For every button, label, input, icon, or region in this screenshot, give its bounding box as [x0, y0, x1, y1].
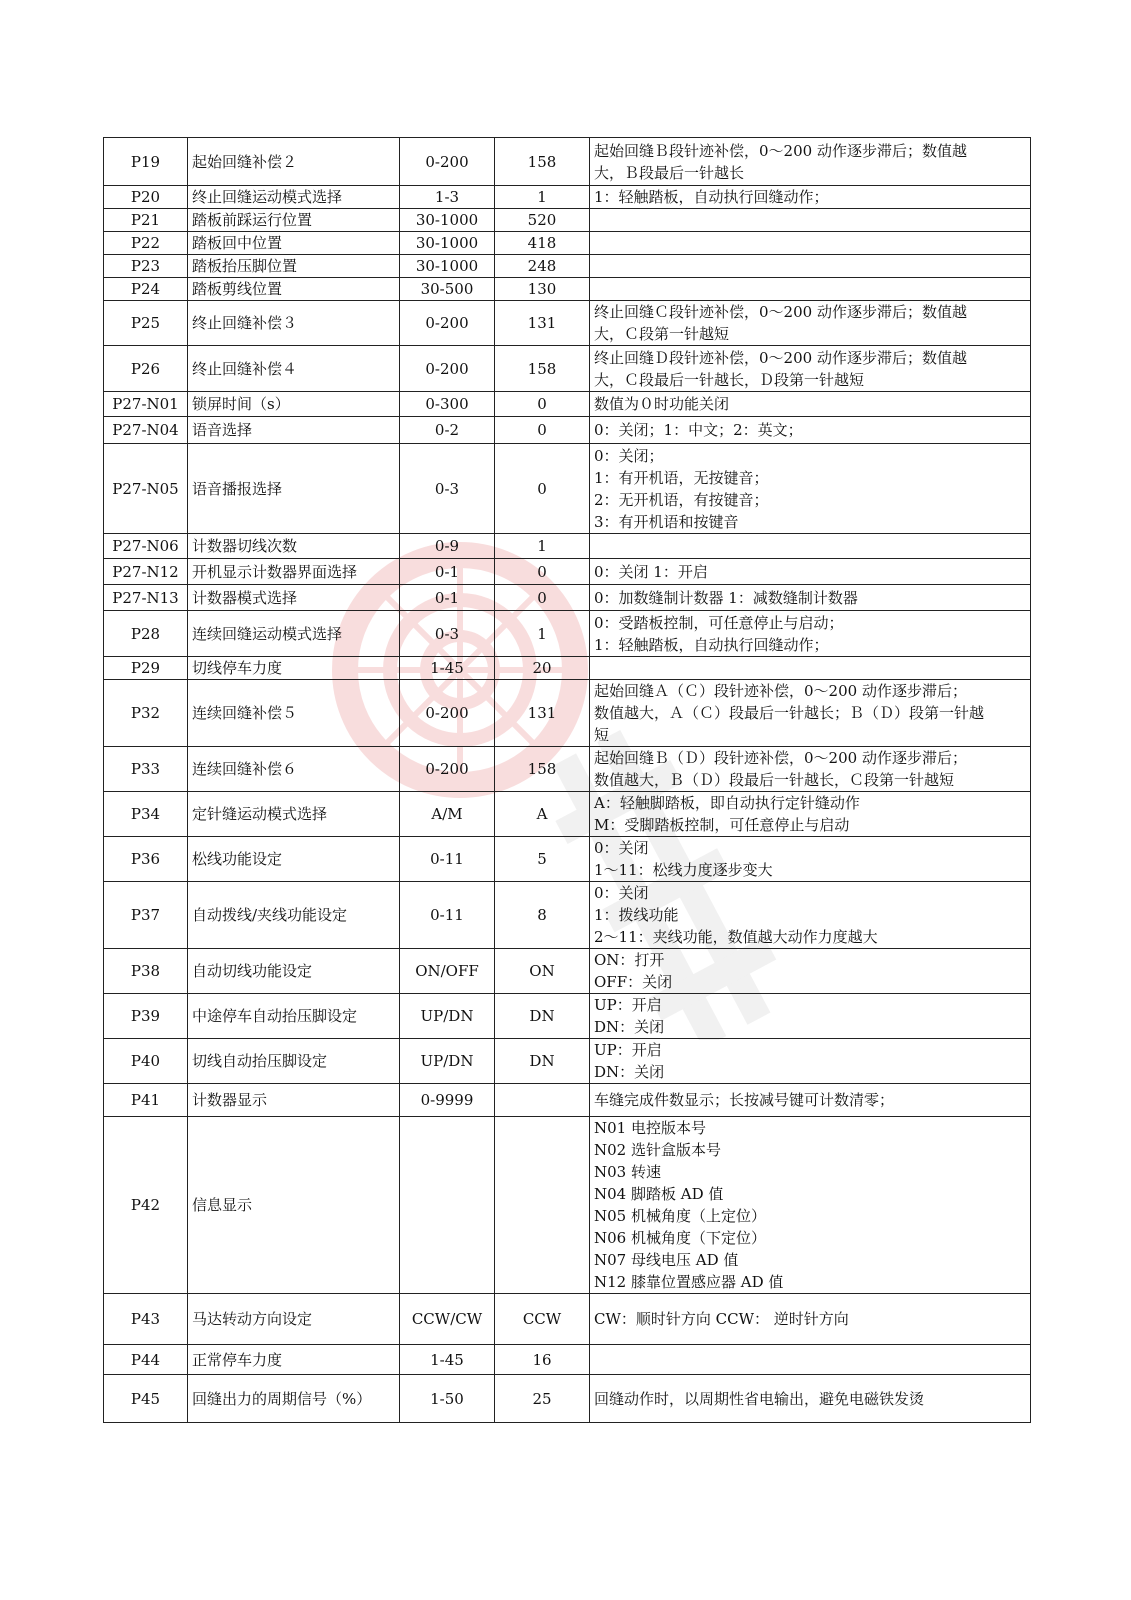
description-line: N01 电控版本号	[594, 1119, 706, 1137]
param-description	[590, 1084, 1031, 1117]
param-default: 158	[495, 747, 590, 792]
param-range: 30-1000	[400, 209, 495, 232]
param-name: 计数器显示	[188, 1084, 400, 1117]
description-line: ON：打开	[594, 951, 665, 969]
param-default	[495, 1117, 590, 1294]
param-code: P28	[104, 611, 188, 657]
table-row	[104, 949, 1031, 994]
param-range: 1-45	[400, 1345, 495, 1375]
table-row	[104, 278, 1031, 301]
table-row	[104, 1294, 1031, 1345]
description-line: 0：关闭	[594, 839, 649, 857]
param-description	[590, 837, 1031, 882]
param-default: 158	[495, 138, 590, 186]
table-row	[104, 792, 1031, 837]
param-code: P39	[104, 994, 188, 1039]
description-line: 2～11：夹线功能，数值越大动作力度越大	[594, 928, 878, 946]
param-name: 连续回缝运动模式选择	[188, 611, 400, 657]
param-name: 计数器模式选择	[188, 585, 400, 611]
description-line: 1：轻触踏板，自动执行回缝动作；	[594, 635, 829, 654]
param-range: UP/DN	[400, 1039, 495, 1084]
param-range: 30-1000	[400, 232, 495, 255]
param-default: 0	[495, 585, 590, 611]
param-name: 信息显示	[188, 1117, 400, 1294]
param-range: 0-200	[400, 138, 495, 186]
description-line: DN：关闭	[594, 1018, 665, 1036]
param-default: CCW	[495, 1294, 590, 1345]
table-row	[104, 232, 1031, 255]
table-row	[104, 1375, 1031, 1423]
description-line: 0：关闭；1：中文；2：英文；	[594, 421, 803, 439]
param-code: P24	[104, 278, 188, 301]
param-default: 1	[495, 186, 590, 209]
param-description	[590, 792, 1031, 837]
description-line: 1～11：松线力度逐步变大	[594, 861, 773, 879]
description-line: 起始回缝Ａ（Ｃ）段针迹补偿，0～200 动作逐步滞后；	[594, 682, 967, 700]
param-code: P45	[104, 1375, 188, 1423]
description-line: 0：关闭；	[594, 446, 664, 465]
description-line: 1：有开机语，无按键音；	[594, 468, 769, 487]
param-range: 30-500	[400, 278, 495, 301]
param-name: 终止回缝补偿３	[188, 301, 400, 346]
param-range: 0-200	[400, 346, 495, 392]
table-row	[104, 1039, 1031, 1084]
param-description	[590, 232, 1031, 255]
param-description	[590, 994, 1031, 1039]
param-name: 踏板剪线位置	[188, 278, 400, 301]
param-name: 终止回缝补偿４	[188, 346, 400, 392]
param-code: P27-N13	[104, 585, 188, 611]
param-default: 16	[495, 1345, 590, 1375]
param-default: 5	[495, 837, 590, 882]
param-description	[590, 534, 1031, 559]
param-name: 连续回缝补偿５	[188, 680, 400, 747]
description-line: M：受脚踏板控制，可任意停止与启动	[594, 816, 850, 834]
param-range: 0-9	[400, 534, 495, 559]
param-code: P43	[104, 1294, 188, 1345]
param-code: P38	[104, 949, 188, 994]
param-name: 马达转动方向设定	[188, 1294, 400, 1345]
param-range: 1-50	[400, 1375, 495, 1423]
description-line: DN：关闭	[594, 1063, 665, 1081]
description-line: 0：关闭 1：开启	[594, 562, 708, 581]
param-name: 起始回缝补偿２	[188, 138, 400, 186]
table-row	[104, 301, 1031, 346]
description-line: N06 机械角度（下定位）	[594, 1229, 766, 1247]
table-row	[104, 657, 1031, 680]
param-name: 踏板抬压脚位置	[188, 255, 400, 278]
description-line: 终止回缝Ｃ段针迹补偿，0～200 动作逐步滞后；数值越	[594, 303, 967, 321]
description-line: UP：开启	[594, 1041, 662, 1059]
param-default: DN	[495, 994, 590, 1039]
param-description	[590, 1375, 1031, 1423]
description-line: UP：开启	[594, 996, 662, 1014]
table-row	[104, 585, 1031, 611]
param-default: 25	[495, 1375, 590, 1423]
table-row	[104, 392, 1031, 417]
param-default: 8	[495, 882, 590, 949]
description-line: 数值为０时功能关闭	[594, 395, 730, 413]
table-row	[104, 994, 1031, 1039]
param-name: 语音选择	[188, 417, 400, 444]
param-code: P40	[104, 1039, 188, 1084]
param-name: 踏板前踩运行位置	[188, 209, 400, 232]
param-code: P22	[104, 232, 188, 255]
param-range: 1-3	[400, 186, 495, 209]
description-line: OFF：关闭	[594, 973, 673, 991]
table-row	[104, 255, 1031, 278]
param-default: 158	[495, 346, 590, 392]
param-code: P20	[104, 186, 188, 209]
param-range: 0-11	[400, 837, 495, 882]
description-line: A：轻触脚踏板，即自动执行定针缝动作	[594, 794, 860, 812]
param-range: 0-2	[400, 417, 495, 444]
description-line: 回缝动作时，以周期性省电输出，避免电磁铁发烫	[594, 1389, 925, 1408]
param-name: 开机显示计数器界面选择	[188, 559, 400, 585]
table-row	[104, 417, 1031, 444]
description-line: 起始回缝Ｂ段针迹补偿，0～200 动作逐步滞后；数值越	[594, 141, 967, 160]
param-name: 中途停车自动抬压脚设定	[188, 994, 400, 1039]
param-range: A/M	[400, 792, 495, 837]
param-name: 自动切线功能设定	[188, 949, 400, 994]
description-line: N04 脚踏板 AD 值	[594, 1185, 724, 1203]
param-name: 终止回缝运动模式选择	[188, 186, 400, 209]
description-line: 1：轻触踏板，自动执行回缝动作；	[594, 188, 829, 206]
param-name: 计数器切线次数	[188, 534, 400, 559]
param-name: 正常停车力度	[188, 1345, 400, 1375]
param-description	[590, 255, 1031, 278]
param-default: DN	[495, 1039, 590, 1084]
param-range: UP/DN	[400, 994, 495, 1039]
description-line: 大，Ｂ段最后一针越长	[594, 163, 745, 182]
param-code: P27-N04	[104, 417, 188, 444]
table-row	[104, 209, 1031, 232]
param-name: 自动拨线/夹线功能设定	[188, 882, 400, 949]
param-range: 0-200	[400, 747, 495, 792]
table-row	[104, 747, 1031, 792]
description-line: N03 转速	[594, 1163, 661, 1181]
table-row	[104, 1345, 1031, 1375]
param-code: P21	[104, 209, 188, 232]
description-line: N02 选针盒版本号	[594, 1141, 721, 1159]
table-row	[104, 611, 1031, 657]
param-default: 20	[495, 657, 590, 680]
description-line: 2：无开机语，有按键音；	[594, 490, 769, 509]
parameter-rows	[104, 138, 1031, 1423]
param-range: 0-300	[400, 392, 495, 417]
table-row	[104, 1117, 1031, 1294]
param-description	[590, 657, 1031, 680]
description-line: 短	[594, 726, 610, 744]
param-default	[495, 1084, 590, 1117]
param-range: 30-1000	[400, 255, 495, 278]
description-line: 数值越大，Ｂ（Ｄ）段最后一针越长，Ｃ段第一针越短	[594, 771, 955, 789]
param-range: 0-11	[400, 882, 495, 949]
param-range: 0-200	[400, 301, 495, 346]
table-row	[104, 1084, 1031, 1117]
param-name: 锁屏时间（s）	[188, 392, 400, 417]
param-name: 回缝出力的周期信号（%）	[188, 1375, 400, 1423]
description-line: 数值越大，Ａ（Ｃ）段最后一针越长；Ｂ（Ｄ）段第一针越	[594, 704, 985, 722]
param-code: P27-N05	[104, 444, 188, 534]
param-default: 418	[495, 232, 590, 255]
table-row	[104, 346, 1031, 392]
param-default: 0	[495, 559, 590, 585]
param-description	[590, 585, 1031, 611]
param-description	[590, 138, 1031, 186]
param-description	[590, 949, 1031, 994]
param-code: P32	[104, 680, 188, 747]
table-row	[104, 138, 1031, 186]
param-code: P34	[104, 792, 188, 837]
param-description	[590, 346, 1031, 392]
param-description	[590, 747, 1031, 792]
param-code: P27-N01	[104, 392, 188, 417]
table-row	[104, 186, 1031, 209]
param-name: 松线功能设定	[188, 837, 400, 882]
param-description	[590, 882, 1031, 949]
description-line: N07 母线电压 AD 值	[594, 1251, 739, 1269]
param-description	[590, 1117, 1031, 1294]
param-code: P37	[104, 882, 188, 949]
param-range: 0-1	[400, 559, 495, 585]
param-range: 0-3	[400, 444, 495, 534]
description-line: 大，Ｃ段最后一针越长，Ｄ段第一针越短	[594, 370, 865, 389]
description-line: 0：关闭	[594, 884, 649, 902]
param-description	[590, 278, 1031, 301]
description-line: 1：拨线功能	[594, 906, 679, 924]
param-name: 切线自动抬压脚设定	[188, 1039, 400, 1084]
param-default: 520	[495, 209, 590, 232]
param-description	[590, 680, 1031, 747]
param-description	[590, 209, 1031, 232]
description-line: 0：受踏板控制，可任意停止与启动；	[594, 613, 844, 632]
description-line: 起始回缝Ｂ（Ｄ）段针迹补偿，0～200 动作逐步滞后；	[594, 749, 967, 767]
param-default: 0	[495, 392, 590, 417]
param-description	[590, 417, 1031, 444]
param-default: 0	[495, 444, 590, 534]
param-range: 0-9999	[400, 1084, 495, 1117]
param-default: 1	[495, 534, 590, 559]
param-code: P27-N12	[104, 559, 188, 585]
param-description	[590, 1294, 1031, 1345]
param-code: P27-N06	[104, 534, 188, 559]
table-row	[104, 444, 1031, 534]
table-row	[104, 559, 1031, 585]
param-code: P36	[104, 837, 188, 882]
param-code: P19	[104, 138, 188, 186]
parameter-table	[103, 137, 1031, 1423]
param-default: 248	[495, 255, 590, 278]
description-line: N12 膝靠位置感应器 AD 值	[594, 1273, 784, 1291]
param-description	[590, 186, 1031, 209]
param-name: 切线停车力度	[188, 657, 400, 680]
param-range: 0-1	[400, 585, 495, 611]
param-description	[590, 392, 1031, 417]
param-description	[590, 611, 1031, 657]
table-row	[104, 680, 1031, 747]
param-description	[590, 301, 1031, 346]
param-code: P26	[104, 346, 188, 392]
table-row	[104, 837, 1031, 882]
param-description	[590, 559, 1031, 585]
param-range: ON/OFF	[400, 949, 495, 994]
description-line: 车缝完成件数显示；长按减号键可计数清零；	[594, 1091, 895, 1109]
param-range	[400, 1117, 495, 1294]
table-row	[104, 534, 1031, 559]
param-default: 1	[495, 611, 590, 657]
param-description	[590, 444, 1031, 534]
param-code: P29	[104, 657, 188, 680]
param-description	[590, 1039, 1031, 1084]
description-line: CW：顺时针方向 CCW： 逆时针方向	[594, 1310, 849, 1328]
param-code: P44	[104, 1345, 188, 1375]
param-default: 0	[495, 417, 590, 444]
param-code: P25	[104, 301, 188, 346]
param-name: 定针缝运动模式选择	[188, 792, 400, 837]
param-default: 130	[495, 278, 590, 301]
param-range: 0-3	[400, 611, 495, 657]
description-line: 终止回缝Ｄ段针迹补偿，0～200 动作逐步滞后；数值越	[594, 348, 967, 367]
param-range: CCW/CW	[400, 1294, 495, 1345]
param-range: 1-45	[400, 657, 495, 680]
param-code: P23	[104, 255, 188, 278]
param-default: 131	[495, 680, 590, 747]
description-line: 大，Ｃ段第一针越短	[594, 325, 730, 343]
param-description	[590, 1345, 1031, 1375]
param-name: 踏板回中位置	[188, 232, 400, 255]
description-line: 0：加数缝制计数器 1：减数缝制计数器	[594, 588, 858, 607]
param-name: 语音播报选择	[188, 444, 400, 534]
param-default: ON	[495, 949, 590, 994]
param-default: A	[495, 792, 590, 837]
param-code: P42	[104, 1117, 188, 1294]
description-line: 3：有开机语和按键音	[594, 512, 739, 531]
param-code: P41	[104, 1084, 188, 1117]
description-line: N05 机械角度（上定位）	[594, 1207, 766, 1225]
param-name: 连续回缝补偿６	[188, 747, 400, 792]
table-row	[104, 882, 1031, 949]
param-default: 131	[495, 301, 590, 346]
param-code: P33	[104, 747, 188, 792]
param-range: 0-200	[400, 680, 495, 747]
